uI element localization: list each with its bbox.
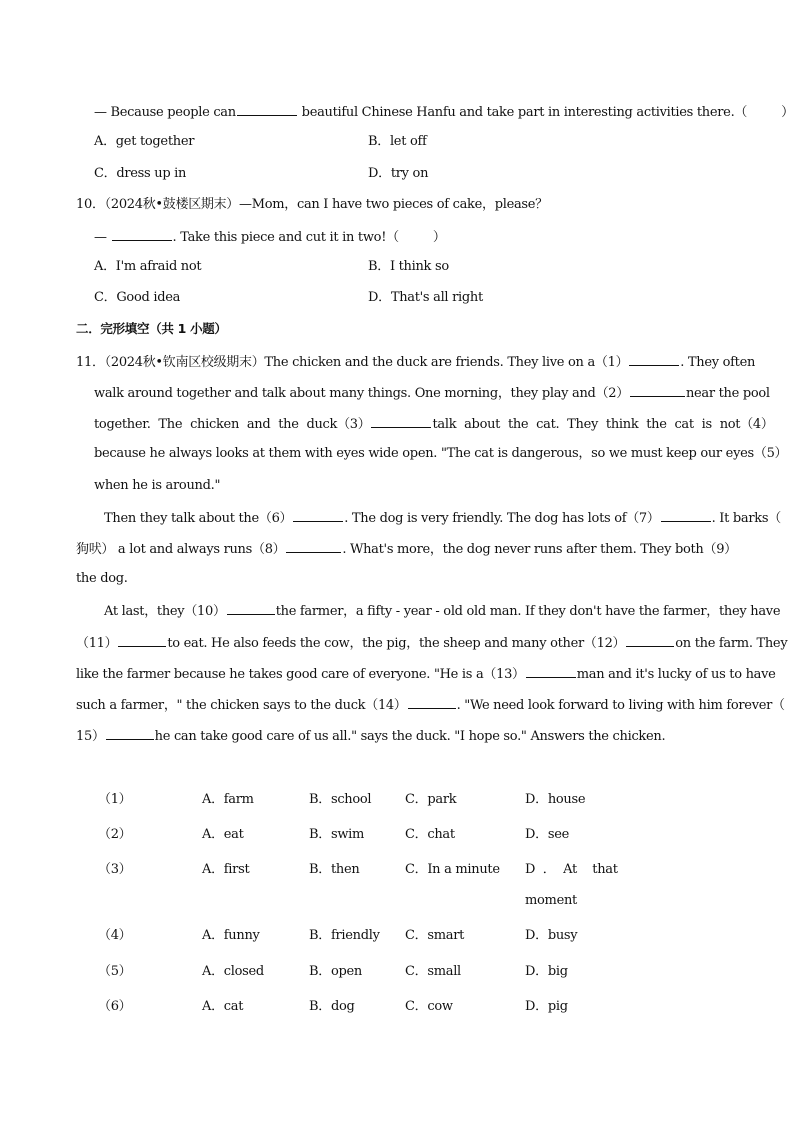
blank-13[interactable] bbox=[526, 664, 576, 678]
text: Then they talk about the（6） bbox=[104, 511, 293, 526]
text: . The dog is very friendly. The dog has lots of（7） bbox=[344, 511, 660, 526]
answer-blank[interactable] bbox=[112, 227, 172, 241]
row-3-c: C．In a minute bbox=[405, 862, 500, 877]
row-4-b: B．friendly bbox=[309, 928, 380, 943]
q10-text: . Take this piece and cut it in two!（ bbox=[172, 230, 399, 245]
text: . What's more，the dog never runs after them. They both（9） bbox=[342, 542, 737, 557]
answer-blank[interactable] bbox=[237, 102, 297, 116]
row-3-num: （3） bbox=[98, 862, 132, 877]
section-heading: 二．完形填空（共 1 小题） bbox=[76, 321, 227, 336]
q11-p1-line3 bbox=[94, 414, 774, 434]
row-1-a: A．farm bbox=[202, 792, 254, 807]
q10-option-b: B．I think so bbox=[368, 259, 449, 274]
q11-p1-line2 bbox=[94, 383, 770, 403]
row-6-num: （6） bbox=[98, 999, 132, 1014]
row-6-c: C．cow bbox=[405, 999, 453, 1014]
q9-option-c: C．dress up in bbox=[94, 166, 187, 181]
q10-option-d: D．That's all right bbox=[368, 290, 483, 305]
row-2-d: D．see bbox=[525, 827, 569, 842]
text: . They often bbox=[680, 355, 756, 370]
text: to eat. He also feeds the cow，the pig，the sheep and many other（12） bbox=[167, 636, 626, 651]
row-4-c: C．smart bbox=[405, 928, 465, 943]
blank-12[interactable] bbox=[626, 633, 674, 647]
row-5-d: D．big bbox=[525, 964, 568, 979]
text: man and it's lucky of us to have bbox=[576, 667, 776, 682]
row-2-num: （2） bbox=[98, 827, 132, 842]
q9-option-b: B．let off bbox=[368, 134, 427, 149]
q11-p2-line3: the dog. bbox=[76, 571, 128, 586]
row-3-a: A．first bbox=[202, 862, 250, 877]
q9-text-1: — Because people can bbox=[94, 105, 236, 120]
q9-text-3: ） bbox=[781, 105, 794, 120]
text: like the farmer because he takes good care of everyone. "He is a（13） bbox=[76, 667, 525, 682]
text: 狗吠） a lot and always runs（8） bbox=[76, 542, 286, 557]
text: near the pool bbox=[685, 386, 770, 401]
q11-p1-line5: when he is around." bbox=[94, 478, 221, 493]
q9-text-2: beautiful Chinese Hanfu and take part in interesting activities there.（ bbox=[297, 105, 748, 120]
q11-p3-line4 bbox=[76, 695, 785, 715]
row-1-d: D．house bbox=[525, 792, 586, 807]
row-2-a: A．eat bbox=[202, 827, 244, 842]
text: At last，they（10） bbox=[104, 604, 226, 619]
q10-question: 10．（2024秋•鼓楼区期末）—Mom，can I have two pieces of cake，please？ bbox=[76, 197, 548, 212]
row-5-a: A．closed bbox=[202, 964, 264, 979]
blank-7[interactable] bbox=[661, 508, 711, 522]
text: （11） bbox=[76, 636, 118, 651]
blank-15[interactable] bbox=[106, 726, 154, 740]
row-3-d-wrap: moment bbox=[525, 893, 577, 908]
q11-p2-line2 bbox=[76, 539, 737, 559]
text: . "We need look forward to living with him forever（ bbox=[456, 698, 785, 713]
blank-2[interactable] bbox=[630, 383, 685, 397]
text: the farmer，a fifty - year - old old man. If they don't have the farmer，they have bbox=[275, 604, 781, 619]
row-3-d: D ． At that bbox=[525, 862, 618, 877]
q9-option-d: D．try on bbox=[368, 166, 429, 181]
text: 11．（2024秋•钦南区校级期末）The chicken and the duck are friends. They live on a（1） bbox=[76, 355, 629, 370]
q11-p2-line1 bbox=[104, 508, 781, 528]
blank-3[interactable] bbox=[371, 414, 431, 428]
blank-8[interactable] bbox=[286, 539, 341, 553]
text: 15） bbox=[76, 729, 105, 744]
q11-p3-line2 bbox=[76, 633, 787, 653]
q10-option-c: C．Good idea bbox=[94, 290, 181, 305]
row-4-num: （4） bbox=[98, 928, 132, 943]
row-5-b: B．open bbox=[309, 964, 362, 979]
q9-option-a: A．get together bbox=[94, 134, 195, 149]
text: on the farm. They bbox=[675, 636, 788, 651]
blank-11[interactable] bbox=[118, 633, 166, 647]
text: . It barks（ bbox=[711, 511, 781, 526]
row-6-b: B．dog bbox=[309, 999, 355, 1014]
row-3-b: B．then bbox=[309, 862, 360, 877]
row-5-c: C．small bbox=[405, 964, 461, 979]
q10-dash: — bbox=[94, 230, 111, 245]
text: talk about the cat. They think the cat is not（4） bbox=[432, 417, 774, 432]
blank-10[interactable] bbox=[227, 601, 275, 615]
q11-p1-line1 bbox=[76, 352, 755, 372]
text: such a farmer，" the chicken says to the duck（14） bbox=[76, 698, 407, 713]
q11-p1-line4: because he always looks at them with eyes wide open. "The cat is dangerous，so we must keep our eyes（5） bbox=[94, 446, 788, 461]
blank-6[interactable] bbox=[293, 508, 343, 522]
row-2-c: C．chat bbox=[405, 827, 455, 842]
q11-p3-line1 bbox=[104, 601, 780, 621]
blank-1[interactable] bbox=[629, 352, 679, 366]
row-2-b: B．swim bbox=[309, 827, 365, 842]
text: he can take good care of us all." says the duck. "I hope so." Answers the chicken. bbox=[154, 729, 666, 744]
text: together. The chicken and the duck（3） bbox=[94, 417, 371, 432]
row-1-num: （1） bbox=[98, 792, 132, 807]
row-4-a: A．funny bbox=[202, 928, 260, 943]
q10-answer-line bbox=[94, 227, 446, 247]
row-5-num: （5） bbox=[98, 964, 132, 979]
q10-close: ） bbox=[432, 230, 446, 245]
q11-p3-line5 bbox=[76, 726, 665, 746]
q11-p3-line3 bbox=[76, 664, 776, 684]
row-1-c: C．park bbox=[405, 792, 457, 807]
row-6-d: D．pig bbox=[525, 999, 568, 1014]
text: walk around together and talk about many things. One morning，they play and（2） bbox=[94, 386, 629, 401]
blank-14[interactable] bbox=[408, 695, 456, 709]
row-1-b: B．school bbox=[309, 792, 372, 807]
q10-option-a: A．I'm afraid not bbox=[94, 259, 202, 274]
row-6-a: A．cat bbox=[202, 999, 244, 1014]
q9-answer-line bbox=[94, 102, 794, 122]
row-4-d: D．busy bbox=[525, 928, 578, 943]
